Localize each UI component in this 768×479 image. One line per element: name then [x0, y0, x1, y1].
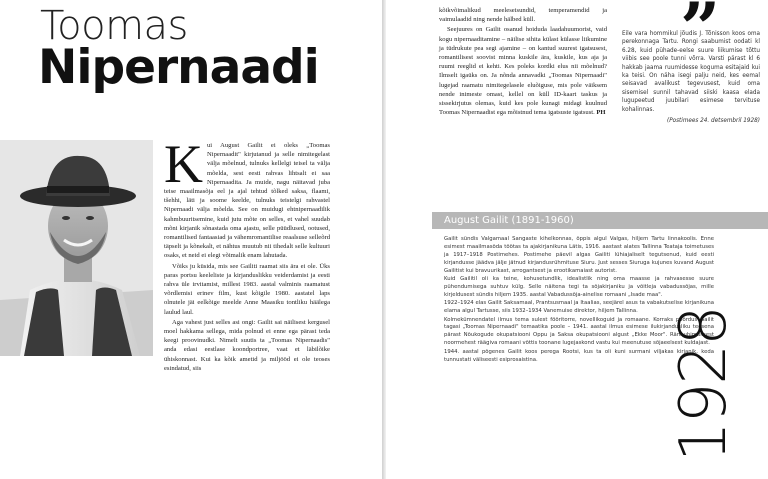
year-vertical: 1928: [667, 307, 741, 462]
author-portrait-photo: [0, 140, 153, 356]
title-last-name: Nipernaadi: [38, 40, 319, 95]
quote-column: [622, 30, 760, 125]
author-signature: PH: [596, 109, 606, 117]
portrait-illustration: [0, 140, 153, 356]
drop-cap: K: [164, 134, 203, 194]
bio-paragraph: Gailit sündis Valgamaal Sangaste kihelkonnas, õppis algul Valgas, hiljem Tartu linnakoolis. Enne esimest maailmasõda töötas ta ajakirjanikuna Lätis, 1916. aastast alates Tallinna Teataja toimetuses ja 1917–1918 Postimehes. Postimehe päevil algas Gailiti lühiajaliselt tegutsenud, kuid eesti kirjandusse jäädva jälje jätnud kirjandusrühmituse Siuru. Just sesses Siuruga kujunes kuvand August Gailitist kui bravuurikast, arrogantsest ja erootikamaiast autorist.: [444, 236, 714, 274]
article-paragraph: Võiks ju küsida, mis see Gailiti raamat siis ära ei ole. Üks paras portsu keeleliste ja kirjanduslikku veiderdamist ja eesti rahva üle irvitamist, millest 1983. aastal valminis raamatust võrdlemisi erinev film, kust kõigile 1980. aastatel laps olnutele jäi eelkõige meelde Anne Maasiku tontliku häälega laulud laul.: [164, 262, 330, 316]
bio-paragraph: 1944. aastal põgenes Gailit koos perega Rootsi, kus ta oli kuni surmani viljakas kirjanik, keda tunnustati väliseesti esiprosaistina.: [444, 348, 714, 363]
bio-paragraph: Kuid Gailitil oli ka teine, kohusetundlik, idealistlik ning oma maasse ja rahvasesse suure pühendumisega suhtuv külg. Selle näitena tegi ta sõjakirjaniku ja võitleja vabadussõjas, mille kirjeldusest sündis hiljem 1935. aastal Vabadussõja-ainelise romaani „Isade maa".: [444, 276, 714, 298]
article-right-column: [439, 6, 607, 118]
article-paragraph: [439, 25, 607, 117]
article-paragraph-text: Seejuures on Gailit osanud hoiduda laadahuumorist, vaid kogu nipernaaditamine – näilise sihita külast külasse liikumine ja tüdrukute pea segi ajamine – on kantud suurest igatsusest, romantilisest soovist minna kuskile ära, kuskile, kus aja ja ruumi reeglid ei kehti. Kes poleks kordki elus nii mõelnud? Ilmselt igaüks on. Ja nõnda annavadki „Toomas Nipernaadi" lugejad raamatu nimitegelasele eluõiguse, mis pole väiksem nende inimeste omast, kellel on küll ID-kaart taskus ja sissekirjutus olemas, kuid kes pole kunagi midagi kuulnud Toomas Nipernaadist ega mõistnud tema igatsuste igatsust.: [439, 26, 607, 117]
bio-paragraph: 1922–1924 elas Gailit Saksamaal, Prantsusmaal ja Itaalias, seejärel asus ta vabakutselise kirjanikuna elama algul Tartusse, siis 1932–1934 Vanemuise direktor, hiljem Tallinna.: [444, 300, 714, 315]
quote-source: (Postimees 24. detsembril 1928): [666, 118, 760, 125]
article-paragraph: ui August Gailit ei oleks „Toomas Nipernaadit" kirjutanud ja selle nimitegelast välja mõelnud, tulnuks kellelgi teisel ta välja mõelda, sest eesti rahvas lihtsalt ei saa Nipernaadita. Ja muide, nagu näitavad juba teise maailmasõja eel ja ajal tehtud tõlked saksa, flaami, tšehhi, läti ja soome keelde, tulnuks teistelgi rahvastel Nipernaadi välja mõelda. See on muidugi ehtnipernaadilik kahmbuuritsemine, kuid jutu mõte on selles, et vahel suudab mõni kirjanik sõnastada oma ajastu, selle püüdlused, ootused, romantilised fantaasiad ja vähemromantilise reaalsuse selleõrd täpselt ja kõnekalt, et nähtus muutub nii tihedalt selle kultuuri osaks, et neid ei elegi võimalik enam lahutada.: [164, 142, 330, 260]
bio-heading: August Gailit (1891-1960): [444, 215, 574, 226]
bio-paragraph: Kolmekümnendatel ilmus tema sulest fööritorre, novellikoguid ja romaane. Korraks pöördus Gailit tagasi „Toomas Nipernaadi" temaatika poole – 1941. aastal ilmus esimese ilukirjandusliku teosena pärast Nõukogude okupatsiooni Oppu ja Saksa okupatsiooni algust „Ekke Moor". Rännuhimulisest noormehest räägiva romaani võttis toonane lugejaskond vastu kui meenutuse sõjaeelsest kuldajast.: [444, 316, 714, 347]
quote-mark-icon: ”: [680, 0, 721, 70]
article-paragraph: kõikvõimalikud meeleseisundid, temperamendid ja vaimulaadid ning nende hälbed küll.: [439, 7, 607, 24]
quote-text: Eile vara hommikul jõudis J. Tõnisson koos oma perekonnaga Tartu. Rongi saabumist oodati kl 6.28, kuid pühade-eelse suure liikumise tõttu viibis see poole tunni võrra. Varsti pärast kl 6 hakkab jaama ruumidesse koguma esitajaid kui ka teisi. On näha isegi palju neid, kes eemal seisavad avalikust tegevusest, kuid oma sisemisel sunnil tahavad siiski kaasa elada lugupeetud juubilari esimese tervituse kohalinnas.: [622, 31, 760, 113]
article-left-column: [164, 134, 330, 374]
left-page: [0, 0, 382, 479]
article-paragraph: Aga vahest just selles asi ongi: Gailit sai näilisest kergusel moel hakkama sellega, mida polnud ei enne ega pärast teda keegi proovinudki. Nimelt suutis ta „Toomas Nipernaadis" anda edasi eestlase koondportree, vaat et läbilõike ühiskonnast. Kui ka kõik ametid ja miljööd ei ole teoses esindatud, siis: [164, 318, 330, 372]
title-first-name: Toomas: [40, 3, 188, 49]
